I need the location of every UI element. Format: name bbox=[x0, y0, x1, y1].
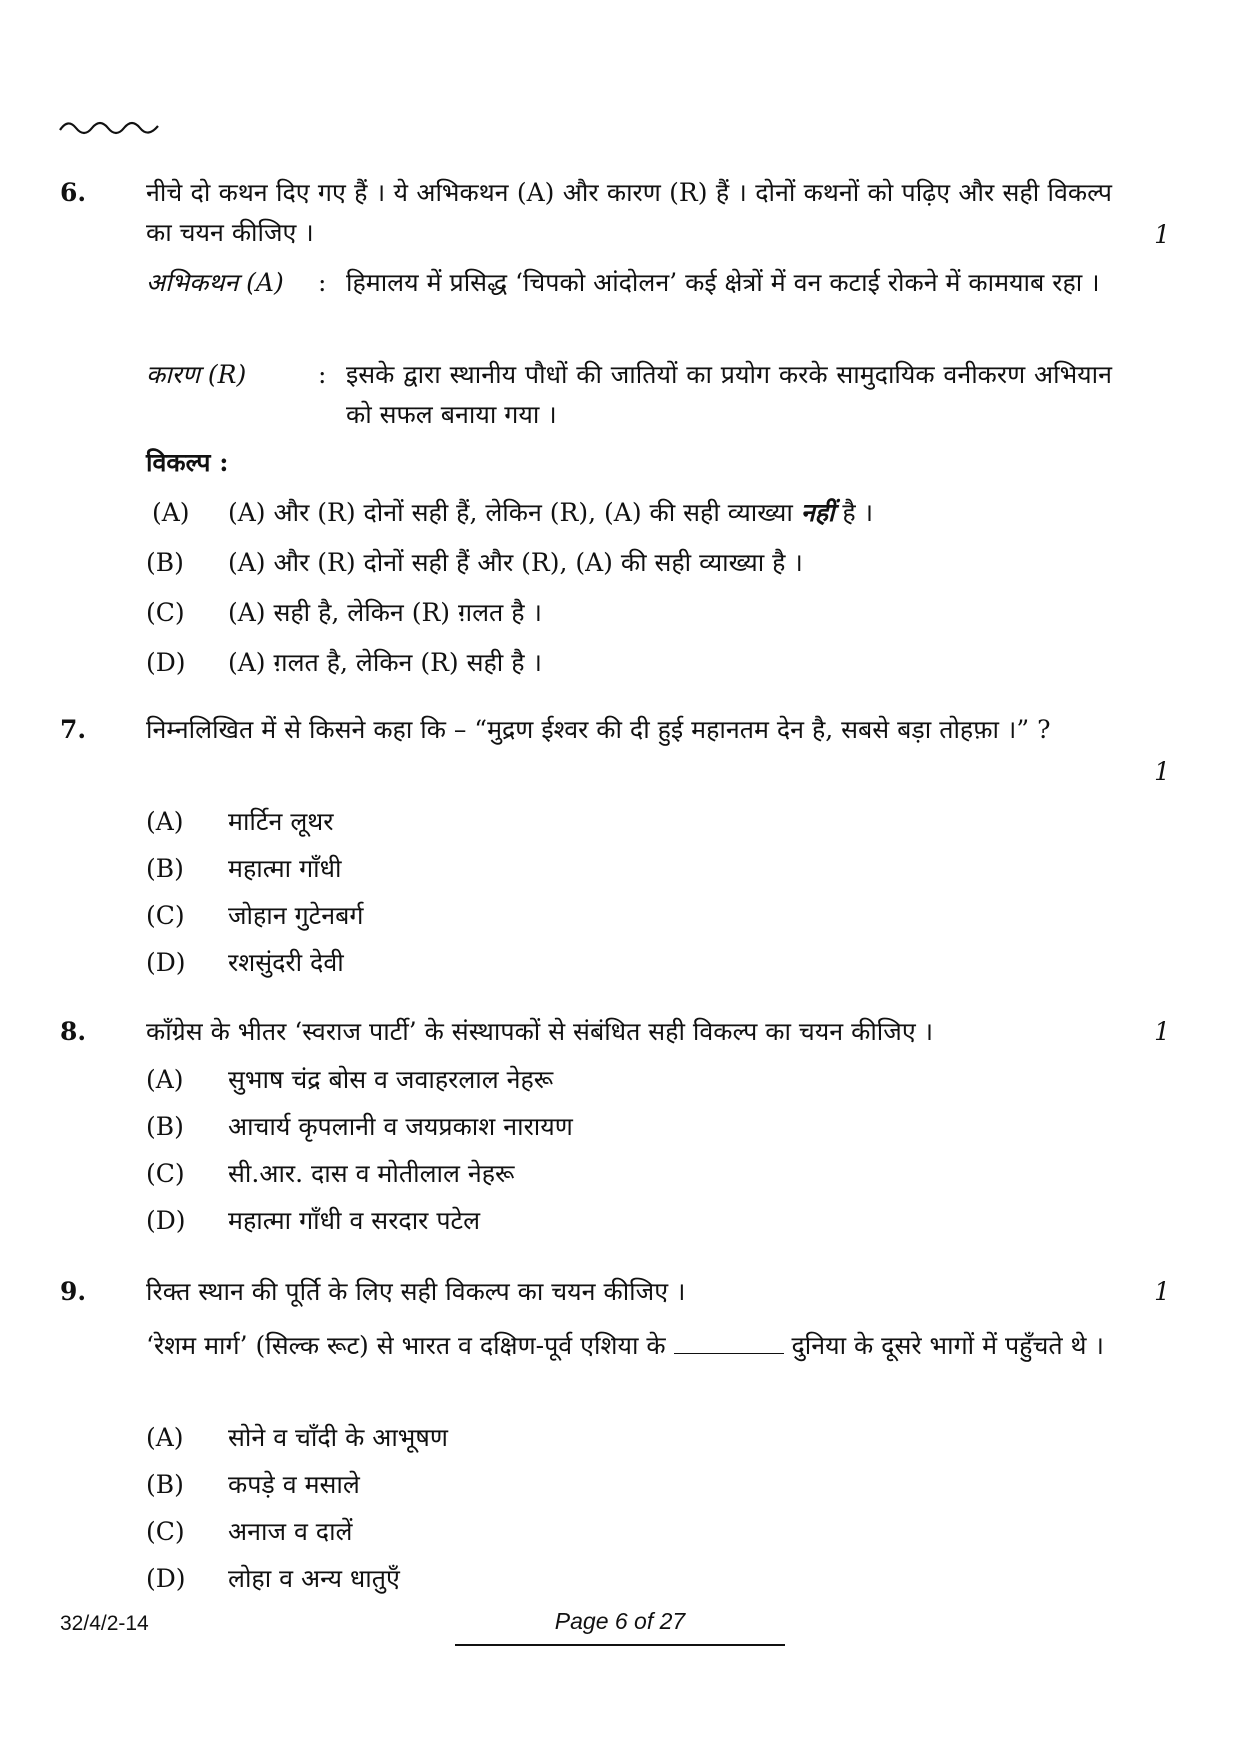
question-marks: 1 bbox=[1154, 757, 1170, 786]
option-text: (A) और (R) दोनों सही हैं और (R), (A) की सही व्याख्या है । bbox=[228, 548, 803, 577]
option-label: (C) bbox=[146, 1159, 185, 1188]
question-stem: काँग्रेस के भीतर ‘स्वराज पार्टी’ के संस्थापकों से संबंधित सही विकल्प का चयन कीजिए । bbox=[146, 1017, 934, 1046]
reason-colon: : bbox=[318, 360, 327, 389]
option-label: (A) bbox=[146, 1423, 184, 1452]
option-text: लोहा व अन्य धातुएँ bbox=[228, 1564, 400, 1593]
option-label: (C) bbox=[146, 598, 185, 627]
option-label: (D) bbox=[146, 1564, 186, 1593]
option-text: महात्मा गाँधी bbox=[228, 854, 342, 883]
sentence-start: ‘रेशम मार्ग’ (सिल्क रूट) से भारत व दक्षिण-पूर्व एशिया के bbox=[146, 1331, 666, 1360]
option-label: (B) bbox=[146, 1112, 184, 1141]
option-label: (D) bbox=[146, 948, 186, 977]
option-text: सुभाष चंद्र बोस व जवाहरलाल नेहरू bbox=[228, 1065, 554, 1094]
option-text: सोने व चाँदी के आभूषण bbox=[228, 1423, 448, 1452]
option-text: रशसुंदरी देवी bbox=[228, 948, 344, 977]
reason-text: इसके द्वारा स्थानीय पौधों की जातियों का प्रयोग करके सामुदायिक वनीकरण अभियान को सफल बनाया गया । bbox=[346, 360, 1112, 429]
option-label: (B) bbox=[146, 854, 184, 883]
option-text: महात्मा गाँधी व सरदार पटेल bbox=[228, 1206, 481, 1235]
question-stem: रिक्त स्थान की पूर्ति के लिए सही विकल्प का चयन कीजिए । bbox=[146, 1277, 686, 1306]
option-text: (A) ग़लत है, लेकिन (R) सही है । bbox=[228, 648, 542, 677]
wave-ornament-icon bbox=[58, 112, 160, 142]
question-marks: 1 bbox=[1154, 220, 1170, 249]
question-number: 8. bbox=[60, 1017, 87, 1046]
option-text: जोहान गुटेनबर्ग bbox=[228, 901, 364, 930]
option-label: (B) bbox=[146, 548, 184, 577]
option-text-emphasis: नहीं bbox=[800, 498, 835, 527]
option-label: (B) bbox=[146, 1470, 184, 1499]
option-text: मार्टिन लूथर bbox=[228, 807, 334, 836]
option-label: (D) bbox=[146, 648, 186, 677]
option-text: सी.आर. दास व मोतीलाल नेहरू bbox=[228, 1159, 515, 1188]
assertion-label: अभिकथन (A) bbox=[146, 268, 284, 297]
page-number: Page 6 of 27 bbox=[554, 1608, 686, 1634]
option-text-post: है । bbox=[834, 498, 874, 527]
reason-label: कारण (R) bbox=[146, 360, 247, 389]
assertion-colon: : bbox=[318, 268, 327, 297]
option-label: (D) bbox=[146, 1206, 186, 1235]
option-label: (C) bbox=[146, 1517, 185, 1546]
question-number: 9. bbox=[60, 1277, 87, 1306]
question-marks: 1 bbox=[1154, 1277, 1170, 1306]
option-text-pre: (A) और (R) दोनों सही हैं, लेकिन (R), (A) की सही व्याख्या bbox=[228, 498, 801, 527]
option-label: (A) bbox=[146, 1065, 184, 1094]
question-number: 7. bbox=[60, 715, 87, 744]
question-stem: नीचे दो कथन दिए गए हैं । ये अभिकथन (A) और कारण (R) हैं । दोनों कथनों को पढ़िए और सही विकल्प का चयन कीजिए । bbox=[146, 178, 1112, 247]
option-text: कपड़े व मसाले bbox=[228, 1470, 360, 1499]
fill-blank-sentence bbox=[146, 1326, 1112, 1366]
option-text: अनाज व दालें bbox=[228, 1517, 353, 1546]
question-number: 6. bbox=[60, 178, 87, 207]
option-text bbox=[228, 493, 873, 533]
paper-code: 32/4/2-14 bbox=[60, 1612, 149, 1635]
question-marks: 1 bbox=[1154, 1017, 1170, 1046]
option-label: (A) bbox=[146, 807, 184, 836]
question-stem: निम्नलिखित में से किसने कहा कि – “मुद्रण ईश्वर की दी हुई महानतम देन है, सबसे बड़ा तोहफ़ा ।” ? bbox=[146, 715, 1051, 744]
option-label: (A) bbox=[152, 498, 190, 527]
option-text: आचार्य कृपलानी व जयप्रकाश नारायण bbox=[228, 1112, 573, 1141]
assertion-text: हिमालय में प्रसिद्ध ‘चिपको आंदोलन’ कई क्षेत्रों में वन कटाई रोकने में कामयाब रहा । bbox=[346, 268, 1100, 297]
sentence-end: दुनिया के दूसरे भागों में पहुँचते थे । bbox=[791, 1331, 1104, 1360]
option-text: (A) सही है, लेकिन (R) ग़लत है । bbox=[228, 598, 542, 627]
footer-rule bbox=[455, 1644, 785, 1646]
option-label: (C) bbox=[146, 901, 185, 930]
options-heading: विकल्प : bbox=[146, 448, 229, 477]
blank-space bbox=[674, 1331, 784, 1354]
